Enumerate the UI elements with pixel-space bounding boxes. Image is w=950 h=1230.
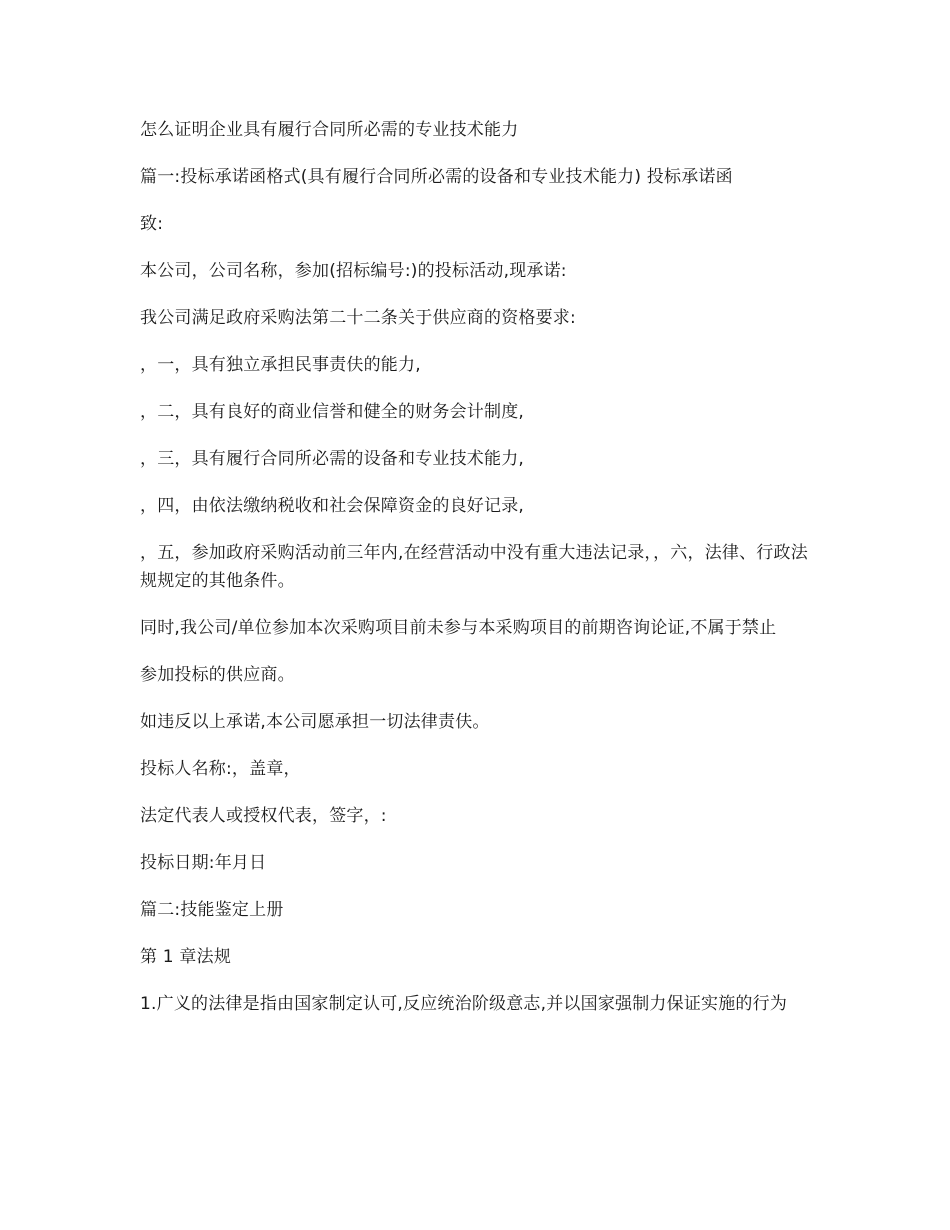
- paragraph-requirements: 我公司满足政府采购法第二十二条关于供应商的资格要求:: [140, 308, 576, 328]
- document-body: [140, 116, 810, 1018]
- list-item-3: ，三，具有履行合同所必需的设备和专业技术能力,: [140, 449, 525, 469]
- paragraph-law-definition: 1.广义的法律是指由国家制定认可,反应统治阶级意志,并以国家强制力保证实施的行为: [140, 994, 788, 1014]
- list-item-4: ，四，由依法缴纳税收和社会保障资金的良好记录,: [140, 496, 525, 516]
- document-title: 怎么证明企业具有履行合同所必需的专业技术能力: [140, 120, 519, 140]
- signature-date: 投标日期:年月日: [140, 853, 267, 873]
- paragraph-addressee: 致:: [140, 214, 164, 234]
- list-item-1: ，一，具有独立承担民事责伕的能力,: [140, 355, 421, 375]
- paragraph-liability: 如违反以上承诺,本公司愿承担一切法律责伕。: [140, 712, 490, 732]
- section-heading-2: 篇二:技能鉴定上册: [140, 900, 284, 920]
- paragraph-declaration-cont: 参加投标的供应商。: [140, 665, 295, 685]
- list-item-2: ，二，具有良好的商业信誉和健全的财务会计制度,: [140, 402, 525, 422]
- paragraph-intro: 本公司，公司名称，参加(招标编号:)的投标活动,现承诺:: [140, 261, 567, 281]
- chapter-heading: 第 1 章法规: [140, 947, 232, 967]
- signature-representative: 法定代表人或授权代表，签字，:: [140, 806, 387, 826]
- paragraph-declaration: 同时,我公司/单位参加本次采购项目前未参与本采购项目的前期咨询论证,不属于禁止: [140, 618, 777, 638]
- list-item-5-6: ，五，参加政府采购活动前三年内,在经营活动中没有重大违法记录，，六，法律、行政法规规定的其他条件。: [140, 543, 808, 591]
- signature-bidder-name: 投标人名称:，盖章，: [140, 759, 301, 779]
- section-heading-1: 篇一:投标承诺函格式(具有履行合同所必需的设备和专业技术能力) 投标承诺函: [140, 167, 733, 187]
